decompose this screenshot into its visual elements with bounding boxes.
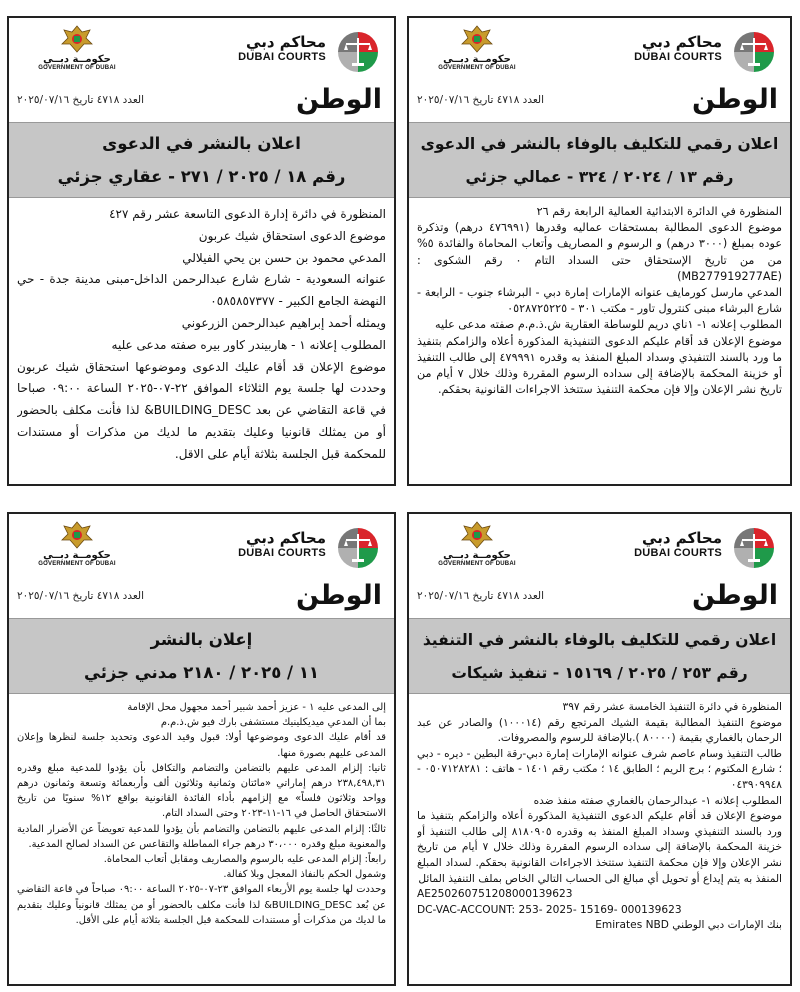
body-paragraph: قد أقام عليك الدعوى وموضوعها أولا: قبول وقيد الدعوى وتحديد جلسة لنظرها وإعلان المدعى عليهم بصورة منها. xyxy=(17,732,386,759)
notice-title: اعلان بالنشر في الدعوى xyxy=(102,134,301,153)
case-number: ١١ / ٢٠٢٥ / ٢١٨٠ مدني جزئي xyxy=(84,663,319,682)
body-paragraph: وشمول الحكم بالنفاذ المعجل وبلا كفالة. xyxy=(223,869,386,881)
body-paragraph: موضوع التنفيذ المطالبة بقيمة الشيك المرتجع رقم (١٠٠٠١٤) والصادر عن عبد الرحمان بالغماري بقيمة (٨٠٠٠٠ ).بالإضافة للرسوم والمصروفات. xyxy=(417,716,782,745)
gov-name-en: GOVERNMENT OF DUBAI xyxy=(38,65,116,71)
newspaper-name: الوطن xyxy=(691,84,778,115)
dubai-courts-logo xyxy=(214,524,386,570)
bank-name: بنك الإمارات دبي الوطني Emirates NBD xyxy=(595,919,782,932)
body-paragraph: المنظورة في دائرة التنفيذ الخامسة عشر رقم ٣٩٧ xyxy=(562,701,782,713)
logo-bar xyxy=(9,24,394,74)
dubai-courts-logo xyxy=(610,524,782,570)
logo-bar xyxy=(409,24,790,74)
body-paragraph: ثانيا: إلزام المدعى عليهم بالتضامن والتضامم والتكافل بأن يؤدوا للمدعية مبلغ وقدره ٢٣٨,٤٩٨,٣١ درهم إماراتي «مائتان وثمانية وثلاثون ألف وأربعمائة وتسعة وثمانون درهم وواحد وثلاثون فلساً» مع إلزامهم بأداء الفائدة القانونية بواقع ١٢% سنويًا من تاريخ الاستحقاق الحاصل في ١٦-١١-٢٠٢٣ وحتى السداد التام. xyxy=(17,762,386,820)
body-paragraph: وحددت لها جلسة يوم الأربعاء الموافق ٢٣-٠٧-٢٠٢٥ الساعة ٠٩:٠٠ صباحاً في قاعة التقاضي عن بُعد BUILDING_DESC& لذا فأنت مكلف بالحضور أو من يمثلك قانونياً وعليك بتقديم ما لديك من مذكرات أو مستندات للمحكمة قبل الجلسة بثلاثة أيام على الأقل. xyxy=(17,884,386,926)
courts-name-en: DUBAI COURTS xyxy=(238,51,326,63)
body-paragraph: موضوع الإعلان قد أقام عليكم الدعوى التنفيذية المذكورة أعلاه والزامكم بتنفيذ ما ورد بالسند التنفيذي وسداد المبلغ المنفذ به وقدره ٤٧٩٩٩١ إلى طالب التنفيذ أو خزينة المحكمة بالإضافة إلى سداده الرسوم المقررة وذلك خلال ٧ أيام من تاريخ نشر الإعلان وإلا فإن محكمة التنفيذ ستتخذ الاجراءات القانونية بحقكم. xyxy=(417,334,782,397)
gov-name-en: GOVERNMENT OF DUBAI xyxy=(38,561,116,567)
issue-date: العدد ٤٧١٨ تاريخ ٢٠٢٥/٠٧/١٦ xyxy=(17,94,145,106)
body-paragraph: رابعاً: إلزام المدعى عليه بالرسوم والمصاريف ومقابل أتعاب المحاماة. xyxy=(103,854,386,866)
body-paragraph: المطلوب إعلانه ١ - هاربيندر كاور بيره صفته مدعى عليه xyxy=(111,337,386,352)
account-number: DC-VAC-ACCOUNT: 253- 2025- 15169- 000139623 xyxy=(417,903,682,916)
courts-name-ar: محاكم دبي xyxy=(246,529,326,547)
government-of-dubai-logo xyxy=(417,24,537,74)
body-paragraph: إلى المدعى عليه ١ - عزيز أحمد شبير أحمد مجهول محل الإقامة xyxy=(127,702,386,713)
newspaper-name: الوطن xyxy=(691,580,778,611)
scales-of-justice-icon xyxy=(330,524,386,570)
body-paragraph: المدعي محمود بن حسن بن يحي الفيلالي xyxy=(182,250,386,265)
case-number: رقم ١٣ / ٢٠٢٤ / ٣٢٤ - عمالي جزئي xyxy=(465,168,734,186)
dubai-falcon-emblem-icon xyxy=(460,520,494,550)
notice-labour-case xyxy=(407,16,792,486)
notice-body xyxy=(417,700,782,980)
body-paragraph: موضوع الدعوى المطالبة بمستحقات عماليه وقدرها (٤٧٦٩٩١ درهم) وتذكرة عوده بمبلغ (٣٠٠٠ درهم) و الرسوم و المصاريف وأتعاب المحاماة والفائدة ٥% من من تاريخ الإستحقاق حتى السداد التام ٠ رقم الشكوى : (MB277919277AE) xyxy=(417,221,782,283)
body-paragraph: موضوع الإعلان قد أقام عليك الدعوى وموضوعها استحقاق شيك عربون وحددت لها جلسة يوم الثلاثاء الموافق ٢٢-٠٧-٢٠٢٥ الساعة ٠٩:٠٠ صباحا في قاعة التقاضي عن بعد BUILDING_DESC& لذا فأنت مكلف بالحضور أو من يمثلك قانونيا وعليك بتقديم ما لديك من مذكرات أو مستندات للمحكمة قبل الجلسة بثلاثة أيام على الاقل. xyxy=(17,359,386,461)
gov-name-ar: حكومــة دبــي xyxy=(43,54,111,65)
courts-name-ar: محاكم دبي xyxy=(642,33,722,51)
body-paragraph: موضوع الإعلان قد أقام عليكم الدعوى التنفيذية المذكورة أعلاه والزامكم بتنفيذ ما ورد بالسند التنفيذي وسداد المبلغ المنفذ به وقدره ٨١٨٠٩٠٥ إلى طالب التنفيذ أو خزينة المحكمة بالإضافة إلى سداده الرسوم المقررة وذلك خلال ٧ أيام من تاريخ نشر الإعلان وإلا فإن محكمة التنفيذ ستتخذ الاجراءات القانونية بحقكم. لسداد المبلغ المنفذ به يتم إيداع أو تحويل أي مبالغ الى الحساب التالي الخاص بملف التنفيذ المائل xyxy=(417,810,782,885)
scales-of-justice-icon xyxy=(330,28,386,74)
government-of-dubai-logo xyxy=(17,520,137,570)
body-paragraph: بما أن المدعي ميديكلينيك مستشفى بارك فيو ش.ذ.م.م xyxy=(160,717,386,729)
issue-date: العدد ٤٧١٨ تاريخ ٢٠٢٥/٠٧/١٦ xyxy=(417,94,545,106)
notice-real-estate-case xyxy=(7,16,396,486)
iban: AE250260751208000139623 xyxy=(417,888,573,901)
issue-date: العدد ٤٧١٨ تاريخ ٢٠٢٥/٠٧/١٦ xyxy=(17,590,145,602)
body-paragraph: المنظورة في الدائرة الابتدائية العمالية الرابعة رقم ٢٦ xyxy=(536,205,782,218)
notice-title: إعلان بالنشر xyxy=(150,630,253,649)
courts-name-en: DUBAI COURTS xyxy=(634,51,722,63)
body-paragraph: المنظورة في دائرة إدارة الدعوى التاسعة عشر رقم ٤٢٧ xyxy=(109,207,386,221)
newspaper-name: الوطن xyxy=(295,580,382,611)
notice-body xyxy=(17,204,386,480)
notice-body xyxy=(417,204,782,480)
notice-cheque-execution xyxy=(407,512,792,986)
body-paragraph: ويمثله أحمد إبراهيم عبدالرحمن الزرعوني xyxy=(181,315,386,330)
dubai-falcon-emblem-icon xyxy=(60,520,94,550)
masthead xyxy=(409,82,790,118)
gov-name-en: GOVERNMENT OF DUBAI xyxy=(438,561,516,567)
logo-bar xyxy=(409,520,790,570)
scales-of-justice-icon xyxy=(726,524,782,570)
gov-name-ar: حكومــة دبــي xyxy=(443,550,511,561)
dubai-courts-logo xyxy=(610,28,782,74)
issue-date: العدد ٤٧١٨ تاريخ ٢٠٢٥/٠٧/١٦ xyxy=(417,590,545,602)
notice-title-band xyxy=(9,618,394,694)
masthead xyxy=(9,578,394,614)
courts-name-ar: محاكم دبي xyxy=(246,33,326,51)
body-paragraph: المطلوب إعلانه ١- عبدالرحمان بالغماري صفته منفذ ضده xyxy=(533,794,782,807)
scales-of-justice-icon xyxy=(726,28,782,74)
courts-name-en: DUBAI COURTS xyxy=(634,547,722,559)
newspaper-name: الوطن xyxy=(295,84,382,115)
body-paragraph: المدعي مارسل كورمايف عنوانه الإمارات إمارة دبي - البرشاء جنوب - الرابعة - شارع البرشاء مبنى كنترول تاور - مكتب ٣٠١ - ٠٥٢٨٧٢٥٢٢٥ xyxy=(417,286,782,316)
gov-name-ar: حكومــة دبــي xyxy=(43,550,111,561)
notice-title: اعلان رقمي للتكليف بالوفاء بالنشر في التنفيذ xyxy=(422,631,777,649)
government-of-dubai-logo xyxy=(17,24,137,74)
gov-name-en: GOVERNMENT OF DUBAI xyxy=(438,65,516,71)
body-paragraph: المطلوب إعلانه ١- ١ناي دريم للوساطة العقارية ش.ذ.م.م صفته مدعى عليه xyxy=(435,318,782,332)
government-of-dubai-logo xyxy=(417,520,537,570)
masthead xyxy=(9,82,394,118)
case-number: رقم ٢٥٣ / ٢٠٢٥ / ١٥١٦٩ - تنفيذ شيكات xyxy=(451,664,748,682)
notice-title-band xyxy=(409,618,790,694)
notice-title-band xyxy=(9,122,394,198)
body-paragraph: ثالثًا: إلزام المدعى عليهم بالتضامن والتضامم بأن يؤدوا للمدعية تعويضاً عن الأضرار المادية والمعنوية مبلغ وقدره ٣٠،٠٠٠ درهم جراء المماطلة والتقاعس عن السداد لصالح المدعية. xyxy=(17,823,386,850)
courts-name-en: DUBAI COURTS xyxy=(238,547,326,559)
body-paragraph: عنوانه السعودية - شارع شارع عبدالرحمن الداخل-مبنى مدينة جدة - حي النهضة الجامع الكبير - ٠٥٨٥٨٥٧٣٧٧ xyxy=(17,272,386,309)
masthead xyxy=(409,578,790,614)
logo-bar xyxy=(9,520,394,570)
notice-title-band xyxy=(409,122,790,198)
dubai-falcon-emblem-icon xyxy=(460,24,494,54)
notice-title: اعلان رقمي للتكليف بالوفاء بالنشر في الدعوى xyxy=(420,135,779,153)
case-number: رقم ١٨ / ٢٠٢٥ / ٢٧١ - عقاري جزئي xyxy=(57,167,346,186)
gov-name-ar: حكومــة دبــي xyxy=(443,54,511,65)
body-paragraph: موضوع الدعوى استحقاق شيك عربون xyxy=(198,228,386,243)
body-paragraph: طالب التنفيذ وسام عاصم شرف عنوانه الإمارات إمارة دبي-رقة البطين - ديره - دبي ؛ شارع المكتوم ؛ برج الريم ؛ الطابق ١٤ ؛ مكتب رقم ١٤٠١ - هاتف : ٠٥٠٧١٢٨٢٨١ - ٠٤٣٩٠٩٩٤٨ xyxy=(417,747,782,791)
courts-name-ar: محاكم دبي xyxy=(642,529,722,547)
dubai-falcon-emblem-icon xyxy=(60,24,94,54)
notice-civil-case xyxy=(7,512,396,986)
notice-body xyxy=(17,700,386,980)
dubai-courts-logo xyxy=(214,28,386,74)
